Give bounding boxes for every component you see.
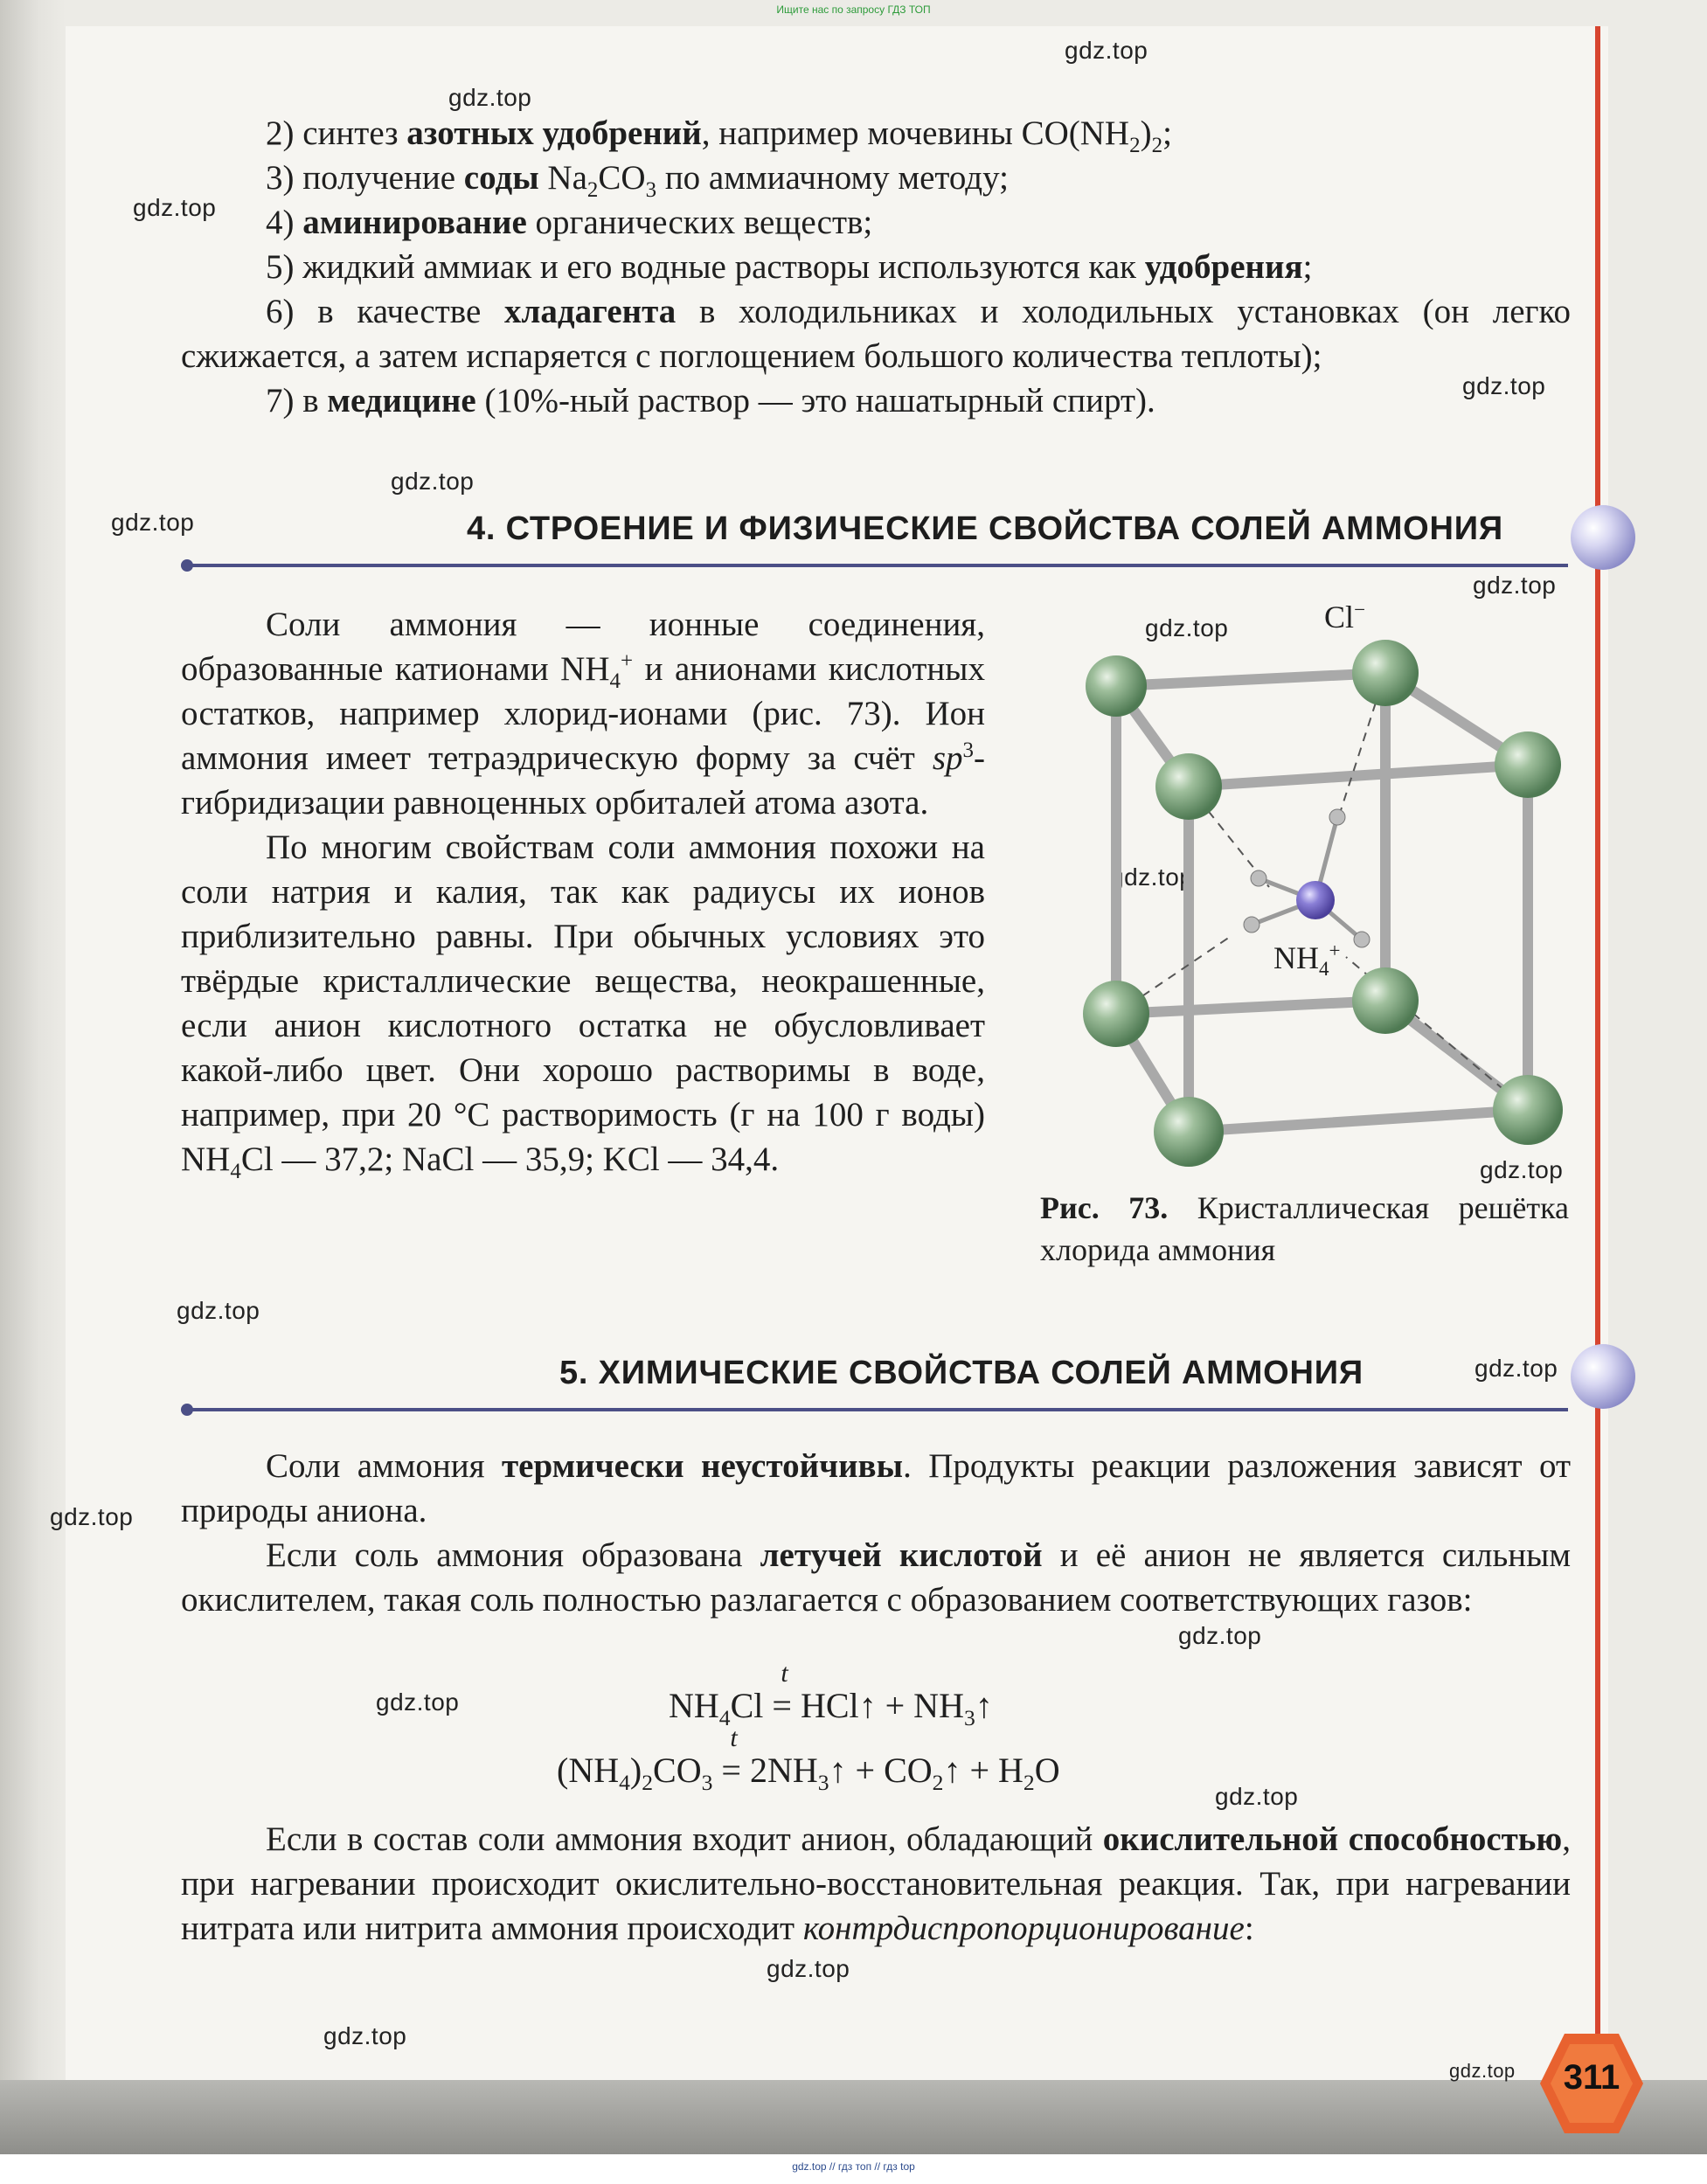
chloride-ion-label: Cl− <box>1324 598 1366 634</box>
paragraph: Если соль аммония образована летучей кислотой и её анион не является сильным окислителем, такая соль полностью разлагается с образованием соответствующих газов: <box>181 1536 1571 1619</box>
watermark: gdz.top <box>1480 1156 1564 1183</box>
watermark: gdz.top <box>391 468 475 495</box>
watermark: gdz.top <box>1215 1783 1299 1810</box>
watermark: gdz.top <box>1473 572 1557 599</box>
watermark: gdz.top <box>1449 2060 1516 2082</box>
watermark: gdz.top <box>1475 1355 1558 1382</box>
ammonium-ion-nitrogen <box>1296 881 1335 919</box>
bottom-note: gdz.top // гдз топ // гдз top <box>792 2160 915 2173</box>
book-spine-shadow <box>0 0 66 2184</box>
equation-2: $(NH_4)_2CO_3$ = t $2NH_3↑$ + $CO_2↑ + H_2O$ <box>557 1723 1060 1795</box>
list-item: 6) в качестве хладагента в холодильниках и холодильных установках (он легко сжижается, а затем испаряется с поглощением большого количества теплоты); <box>181 293 1572 375</box>
heading-rule <box>187 1408 1568 1411</box>
section-4-text <box>181 602 985 1182</box>
uses-list <box>181 111 1571 423</box>
watermark: gdz.top <box>50 1503 134 1530</box>
watermark: gdz.top <box>323 2022 407 2049</box>
paragraph: Соли аммония — ионные соединения, образованные катионами $NH_4^+$ и анионами кислотных остатков, например хлорид-ионами (рис. 73). Ион аммония имеет тетраэдрическую форму за счёт $sp^3$-гибридизации равноценных орбиталей атома азота. <box>181 606 985 822</box>
heading-sphere-icon <box>1571 505 1635 570</box>
paragraph: Соли аммония термически неустойчивы. Продукты реакции разложения зависят от природы аниона. <box>181 1447 1571 1529</box>
section-5-heading: 5. ХИМИЧЕСКИЕ СВОЙСТВА СОЛЕЙ АММОНИЯ <box>559 1355 1364 1391</box>
figure-caption: Рис. 73. Кристаллическая решётка хлорида аммония <box>1040 1190 1569 1267</box>
list-item: 2) синтез азотных удобрений, например мочевины $CO(NH_2)_2$; <box>266 114 1172 157</box>
section-5-text <box>181 1444 1571 1622</box>
list-item: 3) получение соды $Na_2CO_3$ по аммиачному методу; <box>266 159 1009 202</box>
watermark: gdz.top <box>1178 1622 1262 1649</box>
list-item: 7) в медицине (10%-ный раствор — это нашатырный спирт). <box>266 382 1155 419</box>
watermark: gdz.top <box>448 84 532 111</box>
paragraph: По многим свойствам соли аммония похожи на соли натрия и калия, так как радиусы их ионов приблизительно равны. При обычных условиях это твёрдые кристаллические вещества, неокрашенные, если анион кислотного остатка не обусловливает какой-либо цвет. Они хорошо растворимы в воде, например, при 20 °C растворимость (г на 100 г воды) $NH_4Cl$ — 37,2; NaCl — 35,9; KCl — 34,4. <box>181 829 985 1183</box>
watermark: gdz.top <box>1145 614 1229 641</box>
watermark: gdz.top <box>177 1297 260 1324</box>
bottom-band <box>0 2080 1707 2154</box>
ammonium-ion-label: $NH_4^+$ <box>1273 939 1341 981</box>
watermark: gdz.top <box>111 509 195 536</box>
section-5-text-continued <box>181 1817 1571 1951</box>
watermark: gdz.top <box>1065 37 1148 64</box>
crystal-lattice-diagram <box>1023 603 1599 1171</box>
watermark: gdz.top <box>133 194 217 221</box>
watermark: gdz.top <box>1462 372 1546 399</box>
top-note: Ищите нас по запросу ГДЗ ТОП <box>776 3 931 16</box>
watermark: gdz.top <box>1110 863 1194 891</box>
heading-sphere-icon <box>1571 1344 1635 1409</box>
crystal-lattice-figure <box>1023 598 1599 1171</box>
list-item: 5) жидкий аммиак и его водные растворы используются как удобрения; <box>266 248 1313 286</box>
page-number: 311 <box>1563 2058 1620 2097</box>
heading-rule <box>187 564 1568 567</box>
equation-1: $NH_4Cl$ = t HCl↑ + $NH_3↑$ <box>669 1659 993 1730</box>
paragraph: Если в состав соли аммония входит анион, обладающий окислительной способностью, при нагревании происходит окислительно-восстановительная реакция. Так, при нагревании нитрата или нитрита аммония происходит контрдиспропорционирование: <box>181 1820 1571 1947</box>
watermark: gdz.top <box>767 1955 850 1982</box>
watermark: gdz.top <box>376 1688 460 1716</box>
section-4-heading: 4. СТРОЕНИЕ И ФИЗИЧЕСКИЕ СВОЙСТВА СОЛЕЙ АММОНИЯ <box>466 510 1503 547</box>
list-item: 4) аминирование органических веществ; <box>266 204 873 241</box>
